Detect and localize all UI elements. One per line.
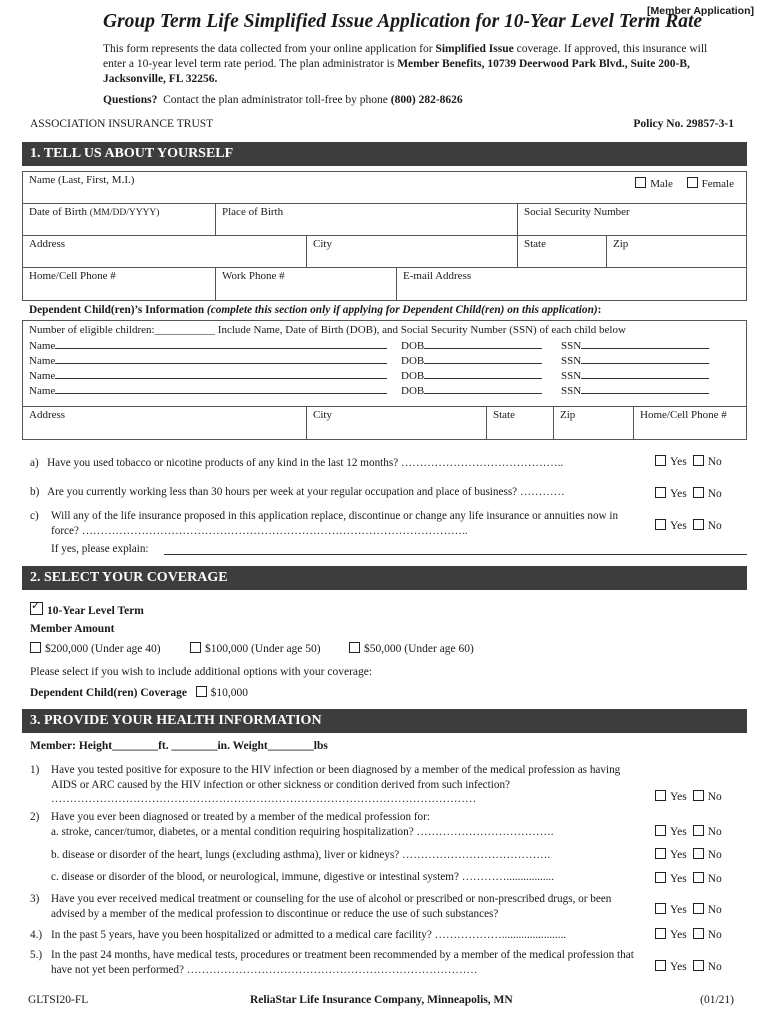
state-field[interactable]: State	[518, 236, 607, 267]
question-a: a) Have you used tobacco or nicotine products of any kind in the last 12 months? ……………………………………..	[30, 457, 564, 469]
form-id: GLTSI20-FL	[28, 994, 89, 1006]
yes-checkbox[interactable]	[655, 928, 666, 939]
dob-field[interactable]: Date of Birth (MM/DD/YYYY)	[23, 204, 216, 235]
ssn-field[interactable]: Social Security Number	[524, 206, 630, 218]
dependent-coverage-checkbox[interactable]	[196, 686, 207, 697]
intro-paragraph: This form represents the data collected from your online application for Simplified Issue coverage. If approved, this insurance will enter a 10-year level term rate period. The plan administrator is Member Benefits, 10739 Deerwood Park Blvd., Suite 200-B, Jacksonville, FL 32256.	[103, 43, 708, 85]
dependent-state-field[interactable]: State	[487, 407, 554, 439]
form-type-tag: [Member Application]	[647, 5, 754, 17]
male-option[interactable]: Male	[635, 178, 673, 190]
q2a-answer[interactable]: Yes No	[655, 825, 722, 838]
no-checkbox[interactable]	[693, 519, 704, 530]
address-field[interactable]: Address	[23, 236, 307, 267]
no-checkbox[interactable]	[693, 848, 704, 859]
plan-option[interactable]: ✓10-Year Level Term	[30, 602, 144, 617]
question-b-answer[interactable]: Yes No	[655, 487, 722, 500]
amount-checkbox[interactable]	[30, 642, 41, 653]
amount-option-50k[interactable]: $50,000 (Under age 60)	[349, 642, 474, 655]
no-checkbox[interactable]	[693, 903, 704, 914]
question-c-answer[interactable]: Yes No	[655, 519, 722, 532]
question-c-letter: c)	[30, 510, 39, 522]
contact-line: Questions? Contact the plan administrator toll-free by phone (800) 282-8626	[103, 94, 463, 106]
home-phone-field[interactable]: Home/Cell Phone #	[23, 268, 216, 300]
yes-checkbox[interactable]	[655, 455, 666, 466]
no-checkbox[interactable]	[693, 928, 704, 939]
no-checkbox[interactable]	[693, 872, 704, 883]
section-3-header: 3. PROVIDE YOUR HEALTH INFORMATION	[22, 709, 747, 733]
yes-checkbox[interactable]	[655, 848, 666, 859]
question-c: Will any of the life insurance proposed in this application replace, discontinue or change any life insurance or annuities now in force? …………………………………………………………………………………………..	[51, 510, 619, 537]
yes-checkbox[interactable]	[655, 825, 666, 836]
dependent-zip-field[interactable]: Zip	[554, 407, 634, 439]
dependent-city-field[interactable]: City	[307, 407, 487, 439]
q4-answer[interactable]: Yes No	[655, 928, 722, 941]
form-date: (01/21)	[700, 994, 734, 1006]
q3-number: 3)	[30, 893, 40, 905]
dependent-heading: Dependent Child(ren)’s Information (complete this section only if applying for Dependent Child(ren) on this application):	[29, 304, 602, 316]
dependent-count-line: Number of eligible children:___________ Include Name, Date of Birth (DOB), and Social Security Number (SSN) of each child below	[29, 324, 626, 336]
no-checkbox[interactable]	[693, 825, 704, 836]
health-question-2: Have you ever been diagnosed or treated by a member of the medical profession for:	[51, 811, 430, 823]
explain-label: If yes, please explain:	[51, 543, 149, 555]
dependent-row[interactable]: Name DOB SSN	[29, 383, 740, 398]
yes-checkbox[interactable]	[655, 487, 666, 498]
health-question-3: Have you ever received medical treatment or counseling for the use of alcohol or prescribed or non-prescribed drugs, or been advised by a member of the medical profession to discontinue or reduce the use of such substances?	[51, 893, 612, 920]
height-weight-line[interactable]: Member: Height________ft. ________in. Weight________lbs	[30, 740, 328, 752]
q2-number: 2)	[30, 811, 40, 823]
health-question-1: Have you tested positive for exposure to the HIV infection or been diagnosed by a member of the medical profession as having AIDS or ARC caused by the HIV infection or other sickness or condition derived from such infection? ……………………………………………………………………………………………………	[51, 764, 621, 805]
dependent-row[interactable]: Name DOB SSN	[29, 338, 740, 353]
yes-checkbox[interactable]	[655, 960, 666, 971]
city-field[interactable]: City	[307, 236, 518, 267]
dependent-row[interactable]: Name DOB SSN	[29, 368, 740, 383]
email-field[interactable]: E-mail Address	[403, 270, 472, 282]
additional-options-text: Please select if you wish to include additional options with your coverage:	[30, 666, 373, 678]
dependent-coverage-option[interactable]: Dependent Child(ren) Coverage $10,000	[30, 687, 248, 699]
dependent-phone-field[interactable]: Home/Cell Phone #	[640, 409, 727, 421]
no-checkbox[interactable]	[693, 487, 704, 498]
name-field[interactable]: Name (Last, First, M.I.) Male Female	[29, 174, 734, 190]
no-checkbox[interactable]	[693, 455, 704, 466]
plan-checkbox[interactable]	[30, 602, 43, 615]
question-b: b) Are you currently working less than 30 hours per week at your regular occupation and place of business? …………	[30, 486, 565, 498]
amount-option-200k[interactable]: $200,000 (Under age 40)	[30, 642, 161, 655]
dependent-address-field[interactable]: Address	[23, 407, 307, 439]
work-phone-field[interactable]: Work Phone #	[216, 268, 397, 300]
section-1-header: 1. TELL US ABOUT YOURSELF	[22, 142, 747, 166]
q3-answer[interactable]: Yes No	[655, 903, 722, 916]
dependent-row[interactable]: Name DOB SSN	[29, 353, 740, 368]
page-title: Group Term Life Simplified Issue Application for 10-Year Level Term Rate	[103, 11, 703, 32]
yes-checkbox[interactable]	[655, 790, 666, 801]
health-question-4: In the past 5 years, have you been hospitalized or admitted to a medical care facility? ……………….......................	[51, 929, 567, 941]
yes-checkbox[interactable]	[655, 872, 666, 883]
association-name: ASSOCIATION INSURANCE TRUST	[30, 118, 214, 130]
male-checkbox[interactable]	[635, 177, 646, 188]
member-amount-label: Member Amount	[30, 623, 115, 635]
amount-checkbox[interactable]	[349, 642, 360, 653]
female-option[interactable]: Female	[687, 178, 734, 190]
dependent-grid	[22, 320, 747, 440]
question-a-answer[interactable]: Yes No	[655, 455, 722, 468]
zip-field[interactable]: Zip	[613, 238, 629, 250]
q4-number: 4.)	[30, 929, 43, 941]
health-question-2c: c. disease or disorder of the blood, or neurological, immune, digestive or intestinal system? ………….................	[51, 871, 555, 883]
explain-line[interactable]	[164, 554, 747, 555]
section-2-header: 2. SELECT YOUR COVERAGE	[22, 566, 747, 590]
company-name: ReliaStar Life Insurance Company, Minneapolis, MN	[250, 994, 513, 1006]
place-of-birth-field[interactable]: Place of Birth	[216, 204, 518, 235]
q1-number: 1)	[30, 764, 40, 776]
no-checkbox[interactable]	[693, 960, 704, 971]
q2c-answer[interactable]: Yes No	[655, 872, 722, 885]
policy-number: Policy No. 29857-3-1	[633, 118, 734, 130]
q5-answer[interactable]: Yes No	[655, 960, 722, 973]
q2b-answer[interactable]: Yes No	[655, 848, 722, 861]
q1-answer[interactable]: Yes No	[655, 790, 722, 803]
yes-checkbox[interactable]	[655, 519, 666, 530]
health-question-5: In the past 24 months, have medical tests, procedures or treatment been recommended by a member of the medical profession that have not yet been performed? ……………………………………………………………………	[51, 949, 634, 976]
female-checkbox[interactable]	[687, 177, 698, 188]
personal-info-grid	[22, 171, 747, 301]
amount-option-100k[interactable]: $100,000 (Under age 50)	[190, 642, 321, 655]
no-checkbox[interactable]	[693, 790, 704, 801]
q5-number: 5.)	[30, 949, 43, 961]
health-question-2b: b. disease or disorder of the heart, lungs (excluding asthma), liver or kidneys? ………………………………….	[51, 849, 551, 861]
health-question-2a: a. stroke, cancer/tumor, diabetes, or a mental condition requiring hospitalization? ……………………………….	[51, 826, 554, 838]
amount-checkbox[interactable]	[190, 642, 201, 653]
yes-checkbox[interactable]	[655, 903, 666, 914]
